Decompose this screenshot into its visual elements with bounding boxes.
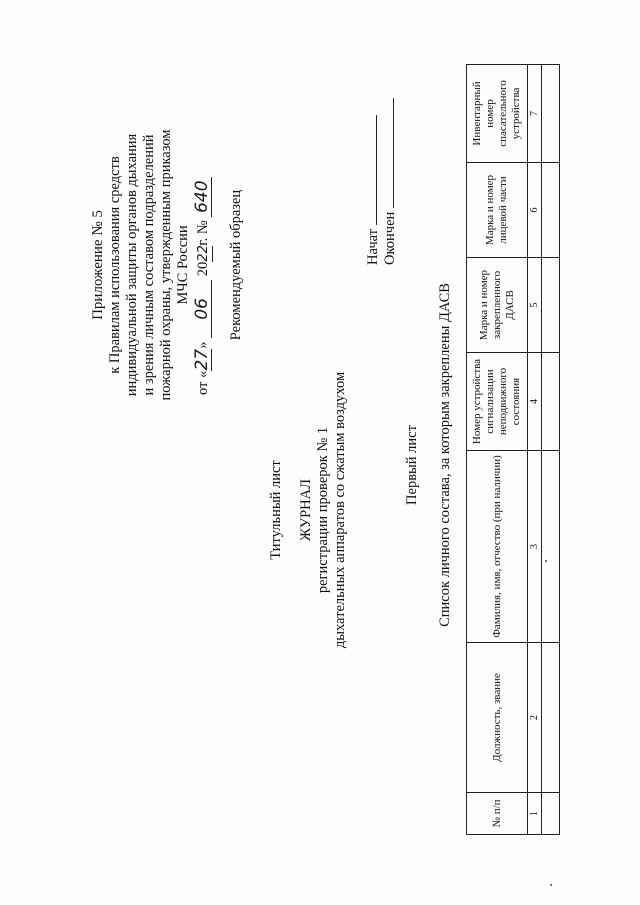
header-line-1: к Правилам использования средств xyxy=(107,156,123,374)
table-cell xyxy=(542,793,560,835)
col-header-alarm-device: Номер устройства сигнализации неподвижного состояния xyxy=(467,353,528,451)
recommended-sample: Рекомендуемый образец xyxy=(228,189,244,341)
title-page-label: Титульный лист xyxy=(268,460,284,560)
order-year-prefix: 20 xyxy=(195,261,211,277)
table-cell xyxy=(542,451,560,643)
personnel-table xyxy=(466,64,560,835)
started-label: Начат xyxy=(365,228,381,265)
order-month: 06 xyxy=(194,280,212,338)
col-header-rescue-device: Инвентарный номер спасательного устройства xyxy=(467,65,528,163)
header-line-3: и зрения личным составом подразделений xyxy=(141,134,157,396)
journal-title: ЖУРНАЛ xyxy=(298,479,314,541)
order-number: 640 xyxy=(194,177,212,217)
table-cell xyxy=(542,353,560,451)
journal-subtitle-1: регистрации проверок № 1 xyxy=(315,426,331,594)
order-prefix: от « xyxy=(195,370,211,395)
list-title: Список личного состава, за которым закреплены ДАСВ xyxy=(437,283,453,627)
header-line-2: индивидуальной защиты органов дыхания xyxy=(124,133,140,397)
table-header-row xyxy=(467,65,528,835)
table-cell xyxy=(542,163,560,258)
order-day: 27 xyxy=(192,348,212,371)
scan-speck xyxy=(545,560,547,562)
journal-subtitle-2: дыхательных аппаратов со сжатым воздухом xyxy=(332,371,348,649)
table-row xyxy=(542,65,560,835)
table-cell xyxy=(542,258,560,353)
col-number-7: 7 xyxy=(528,65,542,163)
order-line xyxy=(194,177,213,395)
col-number-3: 3 xyxy=(528,451,542,643)
header-line-5: МЧС России xyxy=(175,225,191,305)
order-sep: » xyxy=(195,341,211,349)
ended-blank xyxy=(381,98,394,208)
ended-line xyxy=(381,98,399,265)
ended-label: Окончен xyxy=(382,211,398,265)
first-page-label: Первый лист xyxy=(404,425,420,505)
col-header-facepiece: Марка и номер лицевой части xyxy=(467,163,528,258)
table-number-row xyxy=(528,65,542,835)
appendix-title: Приложение № 5 xyxy=(90,210,106,320)
col-header-position: Должность, звание xyxy=(467,643,528,793)
started-blank xyxy=(364,115,377,225)
col-number-5: 5 xyxy=(528,258,542,353)
col-number-1: 1 xyxy=(528,793,542,835)
order-year-suffix: г. № xyxy=(195,220,211,246)
col-number-6: 6 xyxy=(528,163,542,258)
col-number-4: 4 xyxy=(528,353,542,451)
col-header-dasv: Марка и номер закрепленного ДАСВ xyxy=(467,258,528,353)
table-cell xyxy=(542,643,560,793)
started-line xyxy=(364,115,382,265)
header-line-4: пожарной охраны, утвержденным приказом xyxy=(158,129,174,401)
col-header-fullname: Фамилия, имя, отчество (при наличии) xyxy=(467,451,528,643)
col-header-number: № п/п xyxy=(467,793,528,835)
table-cell xyxy=(542,65,560,163)
order-year: 22 xyxy=(196,245,211,262)
col-number-2: 2 xyxy=(528,643,542,793)
scan-speck xyxy=(550,884,552,886)
